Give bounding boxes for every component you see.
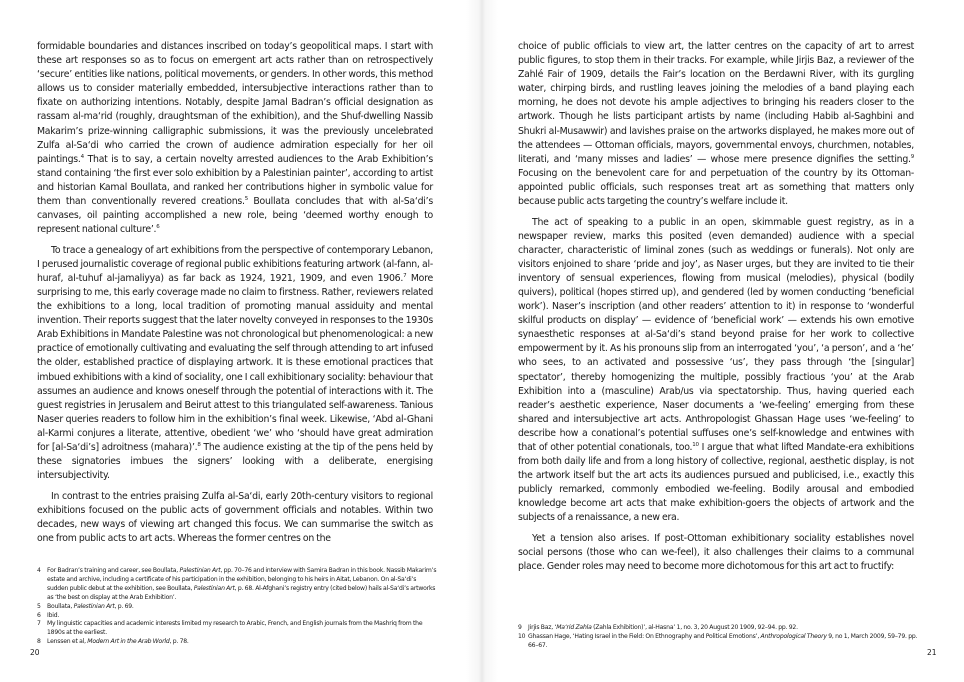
right-page-body [518, 40, 914, 581]
footnote-reference: 10 [692, 442, 699, 449]
footnote-number: 4 [37, 567, 41, 574]
footnote-number: 5 [37, 602, 41, 610]
footnote-reference: 9 [910, 153, 914, 160]
text-run: Lenssen et al, [47, 638, 88, 646]
text-run: For Badran’s training and career, see Boullata, [47, 567, 180, 574]
text-run: 9, no 1, March 2009, 59–79. pp. 66–67. [528, 632, 918, 649]
footnote-number: 9 [518, 624, 522, 631]
text-run: The act of speaking to a public in an open, skimmable guest registry, as in a newspaper review, marks this posited (even demanded) audience with a special character, characteristic of liminal zones (such as weddings or funerals). Not only are visitors enjoined to share ‘pride and joy’, as Naser urges, but they are invited to tie their inventory of sensual experiences, flowing from musical (melodies), physical (bodily quivers), political (hopes stirred up), and gendered (led by women conducting ‘beneficial work’). Naser’s inscription (and other readers’ attention to it) in response to ‘wonderful skilful products on display’ — evidence of ‘beneficial work’ — extends his own emotive synaesthetic responses at al-Sa‘di’s stand beyond praise for her work to collective empowerment by it. As his pronouns slip from an interrogated ‘you’, ‘a person’, and a ‘he’ who sees, to an activated and possessive ‘us’, they pass through ‘the [singular] spectator’, thereby homogenizing the multiple, possibly fractious ‘you’ at the Arab Exhibition into a (masculine) Arab/us via spectatorship. Thus, having queried each reader’s aesthetic experience, Naser documents a ‘we-feeling’ emerging from these shared and intersubjective art acts. Anthropologist Ghassan Hage uses ‘we-feeling’ to describe how a conational’s potential suffuses one’s self-knowledge and entwines with that of other potential conationals, too. [518, 216, 914, 454]
footnote-number: 7 [37, 620, 41, 628]
text-run: , p. 68. Al-Afghani’s registry entry (cited below) hails al-Sa‘di’s artworks as ‘the best on display at the Arab Exhibition’. [47, 584, 436, 601]
footnote [518, 633, 918, 651]
text-run: In contrast to the entries praising Zulfa al-Sa‘di, early 20th-century visitors to regional exhibitions focused on the public acts of government officials and notables. Within two decades, new ways of viewing art changed this focus. We can summarise the switch as one from public acts to art acts. Whereas the former centres on the [37, 490, 433, 544]
text-run: Yet a tension also arises. If post-Ottoman exhibitionary sociality establishes novel social persons (those who can we-feel), it also challenges their claims to a communal place. Gender roles may need to become more dichotomous for this art act to fructify: [518, 532, 914, 573]
footnote-reference: 5 [244, 196, 248, 203]
italic-title: Palestinian Art [193, 584, 235, 592]
italic-title: Anthropological Theory [760, 632, 827, 640]
text-run: Boullata, [47, 602, 74, 610]
text-run: , pp. 70–76 and interview with Samira Badran in this book. Nassib Makarim’s estate and archive, including a certificate of his participation in the exhibition, belonging to his heirs in Aitat, Lebanon. On al-Sa‘di’s sudden public debut at the exhibition, see Boullata, [47, 567, 437, 592]
text-run: Focusing on the benevolent care for and perpetuation of the country by its Ottoman-appointed public officials, such responses treat art as something that matters only because public acts targeting the country’s welfare include it. [518, 167, 914, 208]
footnote-text [47, 567, 437, 603]
italic-title: Modern Art in the Arab World [87, 638, 170, 646]
text-run: My linguistic capacities and academic interests limited my research to Arabic, French, and English journals from the Mashriq from the 1890s at the earliest. [47, 620, 423, 637]
footnote-text [528, 624, 918, 633]
text-run: (Zahla Exhibition)’, al-Hasna’ 1, no. 3, 20 August 20 1909, 92–94. pp. 92. [591, 624, 798, 631]
italic-title: Palestinian Art [73, 602, 115, 610]
left-page-footnotes [37, 567, 437, 647]
right-page [482, 0, 964, 682]
text-run: More surprising to me, this early coverage made no claim to firstness. Rather, reviewers related the exhibitions to a long, local tradition of promoting manual assiduity and mental invention. Their reports suggest that the later novelty conveyed in responses to the 1930s Arab Exhibitions in Mandate Palestine was not chronological but phenomenological: a new practice of emotionally cultivating and evaluating the self through attending to art infused the older, established practice of displaying artwork. It is these emotional practices that imbued exhibitions with a kind of sociality, one I call exhibitionary sociality: behaviour that assumes an audience and knows oneself through the potential of interactions with it. The guest registries in Jerusalem and Beirut attest to this triangulated self-awareness. Tanious Naser queries readers to follow him in the exhibition’s final week. Likewise, ‘Abd al-Ghani al-Karmi conjures a literate, attentive, obedient ‘we’ who ‘should have great admiration for [al-Sa‘di’s] adroitness (mahara)’. [37, 272, 433, 454]
footnote [37, 638, 437, 647]
text-run: , p. 69. [114, 602, 134, 610]
footnote-reference: 8 [197, 442, 201, 449]
footnote-number: 6 [37, 611, 41, 619]
page-number: 20 [30, 648, 40, 657]
footnote-text [528, 633, 918, 651]
paragraph [518, 216, 914, 526]
footnote-number: 10 [518, 632, 526, 640]
paragraph [518, 40, 914, 209]
book-gutter-fold [466, 0, 498, 682]
footnote [518, 624, 918, 633]
paragraph [518, 532, 914, 574]
footnote-reference: 4 [80, 153, 84, 160]
page-number: 21 [927, 648, 937, 657]
footnote-reference: 7 [403, 272, 407, 279]
text-run: , p. 78. [169, 638, 189, 646]
footnote [37, 612, 437, 621]
footnote-text [47, 638, 437, 647]
italic-title: Ma‘rid Zahla [556, 624, 592, 631]
footnote-text [47, 612, 437, 621]
text-run: formidable boundaries and distances inscribed on today’s geopolitical maps. I start with these art responses so as to focus on emergent art acts rather than on retrospectively ‘secure’ entities like nations, political movements, or genders. In other words, this method allows us to consider materially embedded, intersubjective interactions rather than to fixate on authorizing intentions. Notably, despite Jamal Badran’s official designation as rassam al-ma‘rid (roughly, draughtsman of the exhibition), and the Shuf-dwelling Nassib Makarim’s prize-winning calligraphic submissions, it was the previously uncelebrated Zulfa al-Sa‘di who carried the crown of audience admiration especially for her oil paintings. [37, 41, 433, 165]
footnote-text [47, 603, 437, 612]
footnote [37, 603, 437, 612]
footnote [37, 620, 437, 638]
paragraph [37, 40, 433, 237]
footnote-number: 8 [37, 638, 41, 646]
text-run: Ghassan Hage, ‘Hating Israel in the Field: On Ethnography and Political Emotions’, [528, 632, 761, 640]
footnote [37, 567, 437, 603]
text-run: That is to say, a certain novelty arrested audiences to the Arab Exhibition’s stand containing ‘the first ever solo exhibition by a Palestinian painter’, according to artist and historian Kamal Boullata, and ranked her contributions higher in symbolic value for them than conventionally revered creations. [37, 153, 433, 208]
paragraph [37, 490, 433, 546]
text-run: I argue that what lifted Mandate-era exhibitions from both daily life and from a long history of collective, regional, aesthetic display, is not the artwork itself but the art acts its audiences pursued and publicised, i.e., exactly this publicly remarked, commonly embodied we-feeling. Bodily arousal and embodied knowledge become art acts that make exhibition-goers the objects of artwork and the subjects of a renaissance, a new era. [518, 442, 915, 524]
text-run: Boullata concludes that with al-Sa‘di’s canvases, oil painting accomplished a new role, being ‘deemed worthy enough to represent national culture’. [37, 196, 433, 236]
footnote-text [47, 620, 437, 638]
left-page-body [37, 40, 433, 552]
footnote-reference: 6 [156, 224, 160, 231]
right-page-footnotes [518, 624, 918, 651]
text-run: To trace a genealogy of art exhibitions from the perspective of contemporary Lebanon, I perused journalistic coverage of regional public exhibitions featuring artwork (al-fann, al-huraf, al-tuhuf al-jamaliyya) as far back as 1924, 1921, 1909, and even 1906. [37, 244, 433, 284]
italic-title: Palestinian Art [179, 567, 221, 574]
text-run: The audience existing at the tip of the pens held by these signatories imbues the signers’ looking with a deliberate, energising intersubjectivity. [37, 442, 433, 482]
text-run: Ibid. [47, 611, 60, 619]
text-run: choice of public officials to view art, the latter centres on the capacity of art to arrest public figures, to stop them in their tracks. For example, while Jirjis Baz, a reviewer of the Zahlé Fair of 1909, details the Fair’s location on the Berdawni River, with its gurgling water, chirping birds, and rustling leaves joining the melodies of a band playing each morning, he does not devote his ample adjectives to bringing his readers closer to the artwork. Though he lists participant artists by name (including Habib al-Saghbini and Shukri al-Musawwir) and lavishes praise on the artworks displayed, he makes more out of the attendees — Ottoman officials, mayors, governmental envoys, churchmen, notables, literati, and ‘many misses and ladies’ — whose mere presence dignifies the setting. [518, 41, 914, 165]
text-run: Jirjis Baz, ‘ [528, 624, 557, 631]
paragraph [37, 244, 433, 484]
